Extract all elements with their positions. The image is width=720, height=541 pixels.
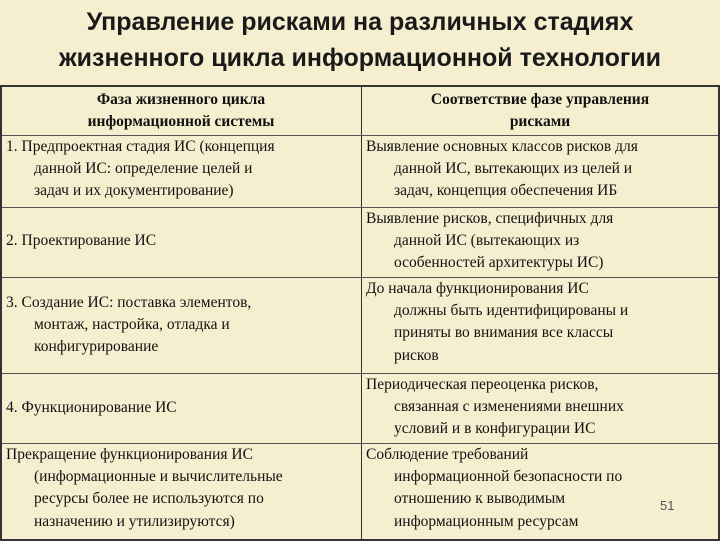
cell-line: конфигурирование: [34, 338, 159, 356]
row-5-risk: [366, 444, 714, 533]
cell-line: 3. Создание ИС: поставка элементов,: [6, 294, 252, 311]
row-3-phase: [6, 292, 356, 359]
cell-line: данной ИС, вытекающих из целей и: [394, 160, 633, 178]
row-3-risk: [366, 278, 714, 367]
header-phase-line: Фаза жизненного цикла: [96, 91, 266, 108]
header-risk: [366, 89, 714, 133]
risk-management-table: [0, 85, 720, 541]
column-divider: [361, 87, 362, 539]
cell-line: Соблюдение требований: [366, 446, 529, 463]
cell-line: 4. Функционирование ИС: [6, 399, 177, 416]
cell-line: условий и в конфигурации ИС: [394, 420, 596, 438]
header-risk-line: рисками: [509, 113, 571, 131]
cell-line: задач и их документирование): [34, 182, 234, 200]
slide-title: [0, 4, 720, 76]
cell-line: информационным ресурсам: [394, 512, 579, 530]
cell-line: рисков: [394, 346, 439, 364]
cell-line: данной ИС (вытекающих из: [394, 232, 580, 250]
cell-line: До начала функционирования ИС: [366, 280, 589, 297]
cell-line: 1. Предпроектная стадия ИС (концепция: [6, 138, 275, 155]
cell-line: ресурсы более не используются по: [34, 490, 264, 508]
row-2-risk: [366, 208, 714, 275]
page-number: 51: [660, 498, 675, 513]
row-4-phase: [6, 397, 356, 419]
cell-line: задач, концепция обеспечения ИБ: [394, 182, 618, 200]
header-risk-line: Соответствие фазе управления: [430, 91, 650, 108]
cell-line: 2. Проектирование ИС: [6, 232, 157, 249]
slide-title-line-2: жизненного цикла информационной технологии: [58, 44, 662, 72]
cell-line: назначению и утилизируются): [34, 512, 235, 530]
cell-line: Выявление рисков, специфичных для: [366, 210, 614, 227]
header-phase: [6, 89, 356, 133]
cell-line: Периодическая переоценка рисков,: [366, 376, 599, 393]
cell-line: особенностей архитектуры ИС): [394, 254, 604, 272]
cell-line: отношению к выводимым: [394, 490, 566, 508]
row-4-risk: [366, 374, 714, 441]
cell-line: информационной безопасности по: [394, 468, 623, 486]
cell-line: приняты во внимания все классы: [394, 324, 614, 342]
header-phase-line: информационной системы: [87, 113, 275, 131]
row-1-risk: [366, 136, 714, 203]
cell-line: связанная с изменениями внешних: [394, 398, 624, 416]
cell-line: монтаж, настройка, отладка и: [34, 316, 230, 334]
cell-line: Прекращение функционирования ИС: [6, 446, 253, 463]
row-2-phase: [6, 230, 356, 252]
cell-line: должны быть идентифицированы и: [394, 302, 629, 320]
cell-line: Выявление основных классов рисков для: [366, 138, 638, 155]
cell-line: (информационные и вычислительные: [34, 468, 283, 486]
slide-title-line-1: Управление рисками на различных стадиях: [86, 8, 634, 36]
row-5-phase: [6, 444, 356, 533]
cell-line: данной ИС: определение целей и: [34, 160, 253, 178]
row-1-phase: [6, 136, 356, 203]
